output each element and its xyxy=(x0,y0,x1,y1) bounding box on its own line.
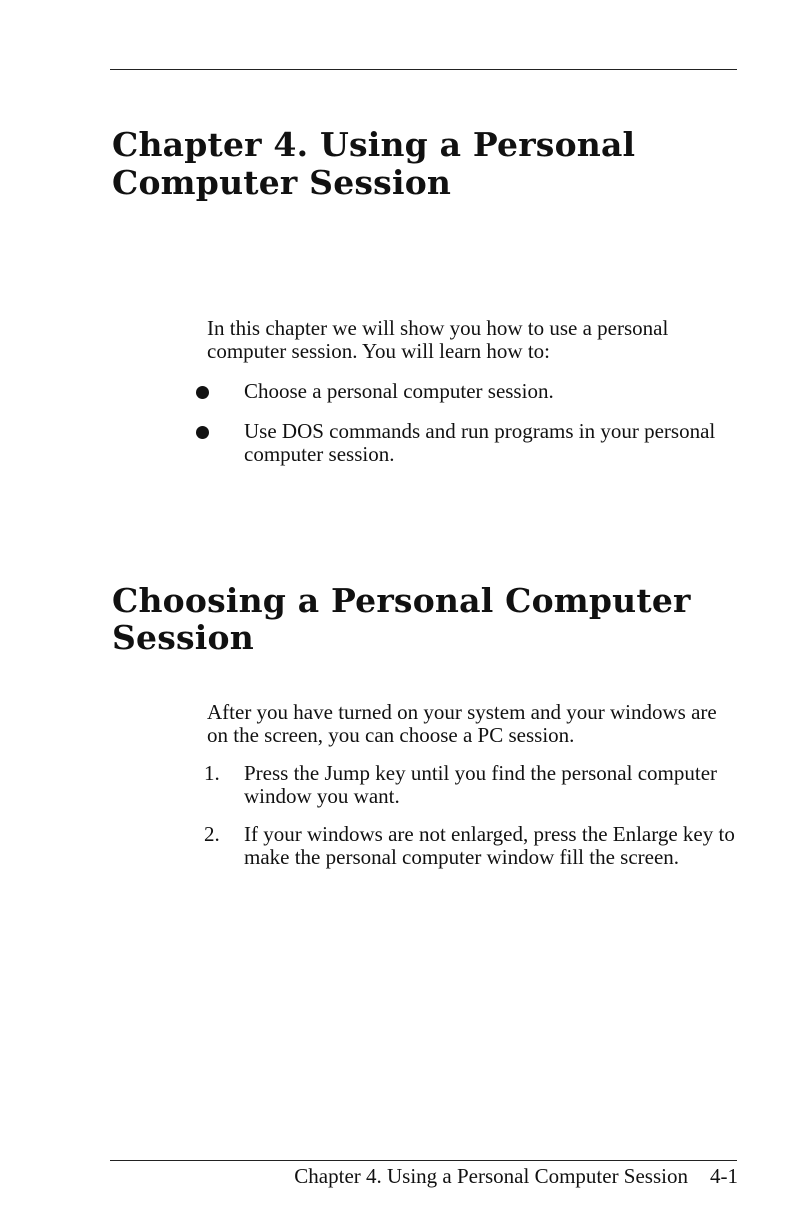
list-item xyxy=(207,420,737,466)
intro-bullet-list xyxy=(207,380,737,466)
step-text: Press the Jump key until you find the personal computer window you want. xyxy=(244,761,718,808)
list-item xyxy=(207,380,737,403)
chapter-title: Chapter 4. Using a Personal Computer Session xyxy=(112,125,636,202)
steps-list xyxy=(204,761,737,869)
list-item xyxy=(204,761,737,808)
page-footer xyxy=(186,1163,738,1189)
bullet-text: Choose a personal computer session. xyxy=(244,379,554,403)
intro-paragraph: In this chapter we will show you how to use a personal computer session. You will learn how to: xyxy=(207,316,669,363)
bullet-text: Use DOS commands and run programs in your personal computer session. xyxy=(244,419,716,466)
footer-chapter-title: Chapter 4. Using a Personal Computer Session xyxy=(294,1164,688,1188)
bullet-icon xyxy=(196,426,209,439)
step-text: If your windows are not enlarged, press the Enlarge key to make the personal computer window fill the screen. xyxy=(244,822,735,869)
section-body xyxy=(204,700,737,869)
step-number: 1. xyxy=(204,761,220,785)
bullet-icon xyxy=(196,386,209,399)
page-number: 4-1 xyxy=(710,1164,738,1188)
step-number: 2. xyxy=(204,822,220,846)
section-paragraph: After you have turned on your system and your windows are on the screen, you can choose a PC session. xyxy=(207,700,717,747)
top-rule xyxy=(110,69,737,70)
intro-block xyxy=(207,317,737,466)
bottom-rule xyxy=(110,1160,737,1161)
list-item xyxy=(204,822,737,869)
section-title: Choosing a Personal Computer Session xyxy=(112,581,691,657)
